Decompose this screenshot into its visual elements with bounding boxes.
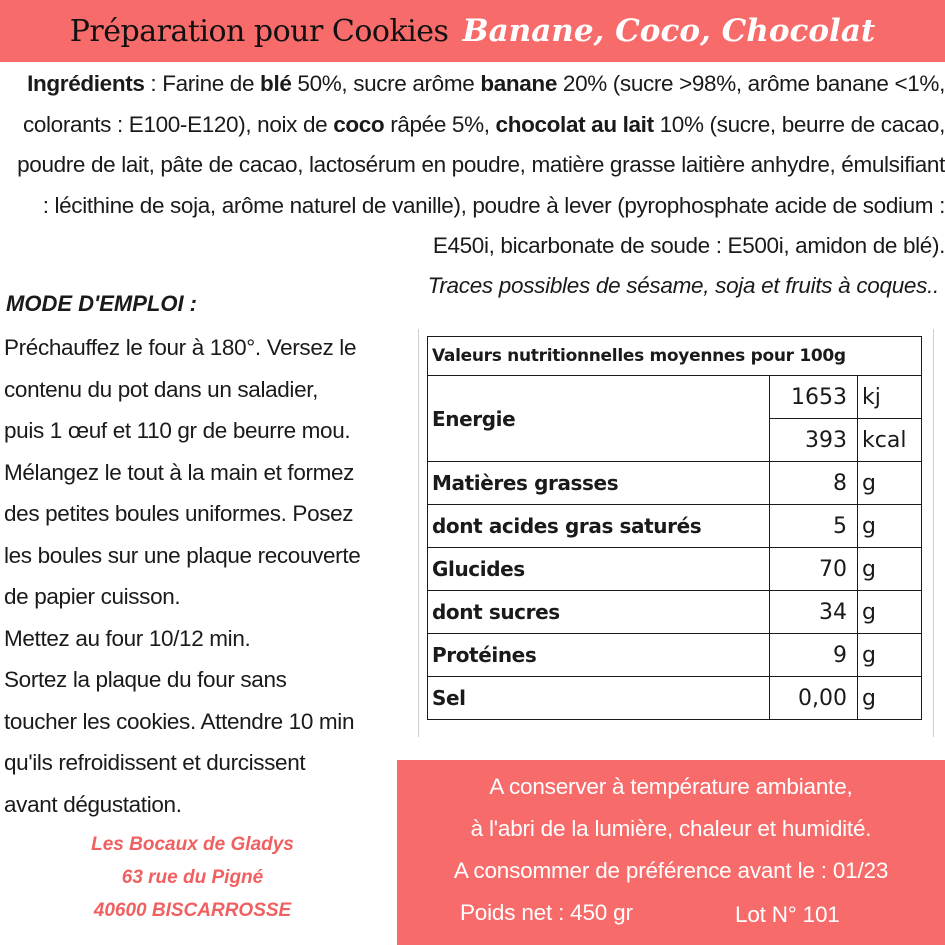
net-weight: Poids net : 450 gr <box>460 900 633 925</box>
nutrient-value: 34 <box>770 591 858 634</box>
nutrient-unit: g <box>858 548 922 591</box>
instruction-line: Mettez au four 10/12 min. <box>4 625 251 651</box>
ingredients-text: 50%, sucre arôme <box>291 71 481 96</box>
instruction-line: de papier cuisson. <box>4 584 181 609</box>
instruction-line: contenu du pot dans un saladier, <box>4 376 319 402</box>
instruction-line: Préchauffez le four à 180°. Versez le <box>4 335 357 360</box>
nutrient-unit: g <box>858 591 922 634</box>
producer-address <box>60 828 325 927</box>
nutrient-label: dont acides gras saturés <box>428 505 770 548</box>
nutrient-value: 8 <box>770 462 858 505</box>
table-row <box>428 376 922 419</box>
ingredients-paragraph <box>8 64 945 267</box>
table-row <box>428 634 922 677</box>
instruction-line: Sortez la plaque du four sans <box>4 667 287 692</box>
ingredients-label: Ingrédients <box>27 71 145 96</box>
product-title: Préparation pour Cookies <box>69 13 449 49</box>
energy-kj-value: 1653 <box>770 376 858 419</box>
energy-kcal-unit: kcal <box>858 419 922 462</box>
ingredients-text: : Farine de <box>144 71 261 96</box>
table-row <box>428 462 922 505</box>
nutrient-unit: g <box>858 634 922 677</box>
storage-line: A conserver à température ambiante, <box>489 774 853 799</box>
nutrient-label: Sel <box>428 677 770 720</box>
nutrient-label: Matières grasses <box>428 462 770 505</box>
nutrient-unit: g <box>858 505 922 548</box>
title-banner <box>0 0 945 62</box>
storage-box <box>397 760 945 945</box>
nutrient-value: 0,00 <box>770 677 858 720</box>
allergen-traces: Traces possibles de sésame, soja et fruits à coques.. <box>427 273 939 298</box>
product-flavour: Banane, Coco, Chocolat <box>462 13 876 49</box>
instruction-line: avant dégustation. <box>4 791 182 817</box>
ingredient-allergen: blé <box>260 71 292 96</box>
nutrient-label: Protéines <box>428 634 770 677</box>
producer-street: 63 rue du Pigné <box>121 867 264 888</box>
ingredients-text: 10% (sucre, beurre de cacao, poudre de lait, pâte de cacao, lactosérum en poudre, matière grasse laitière anhydre, émulsifiant : lécithine de soja, arôme naturel de vanille), poudre à lever (pyrophosphate acide de sodium : E450i, bicarbonate de soude : E500i, amidon de blé). <box>17 111 945 258</box>
energy-kcal-value: 393 <box>770 419 858 462</box>
nutrient-value: 9 <box>770 634 858 677</box>
instruction-line: les boules sur une plaque recouverte <box>4 542 361 568</box>
nutrition-header: Valeurs nutritionnelles moyennes pour 100g <box>428 337 922 376</box>
producer-name: Les Bocaux de Gladys <box>91 834 294 855</box>
energy-label: Energie <box>428 376 770 462</box>
nutrient-label: dont sucres <box>428 591 770 634</box>
nutrient-unit: g <box>858 462 922 505</box>
nutrient-value: 70 <box>770 548 858 591</box>
instruction-line: toucher les cookies. Attendre 10 min <box>4 708 355 734</box>
storage-line: à l'abri de la lumière, chaleur et humidité. <box>470 816 872 841</box>
nutrition-table <box>427 336 922 720</box>
instruction-line: des petites boules uniformes. Posez <box>4 501 354 526</box>
best-before-line: A consommer de préférence avant le : 01/23 <box>453 858 889 883</box>
ingredient-highlight: chocolat au lait <box>495 111 654 137</box>
table-row <box>428 548 922 591</box>
ingredient-highlight: coco <box>333 111 385 137</box>
nutrient-value: 5 <box>770 505 858 548</box>
ingredients-text: 20% (sucre >98%, arôme banane <1%, colorants : E100-E120), noix de <box>22 71 945 137</box>
instruction-line: Mélangez le tout à la main et formez <box>4 459 355 485</box>
ingredient-highlight: banane <box>480 71 557 96</box>
table-row <box>428 505 922 548</box>
energy-kj-unit: kj <box>858 376 922 419</box>
ingredients-text: râpée 5%, <box>384 111 496 137</box>
nutrient-label: Glucides <box>428 548 770 591</box>
instruction-line: qu'ils refroidissent et durcissent <box>4 750 306 775</box>
table-row <box>428 591 922 634</box>
instructions-body <box>4 327 414 825</box>
lot-number: Lot N° 101 <box>735 902 840 927</box>
table-row <box>428 677 922 720</box>
instruction-line: puis 1 œuf et 110 gr de beurre mou. <box>4 418 351 443</box>
producer-city: 40600 BISCARROSSE <box>93 900 292 921</box>
table-header-row <box>428 337 922 376</box>
instructions-title: MODE D'EMPLOI : <box>6 291 198 316</box>
nutrient-unit: g <box>858 677 922 720</box>
nutrition-panel <box>418 329 934 737</box>
